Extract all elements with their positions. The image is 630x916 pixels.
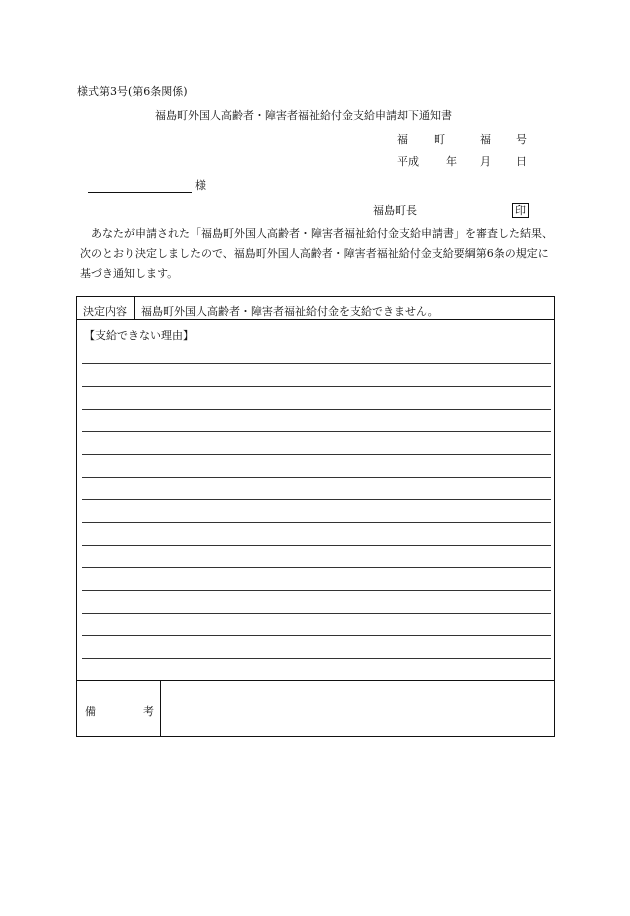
reason-line (82, 567, 551, 568)
body-text: あなたが申請された「福島町外国人高齢者・障害者福祉給付金支給申請書」を審査した結果、次のとおり決定しましたので、福島町外国人高齢者・障害者福祉給付金支給要綱第6条の規定に基づき通知します。 (80, 227, 553, 280)
reason-line (82, 522, 551, 523)
reason-line (82, 363, 551, 364)
sender-name: 福島町長 (373, 204, 417, 217)
date-year: 年 (446, 155, 457, 168)
date-era: 平成 (397, 155, 419, 168)
date-day: 日 (516, 155, 527, 168)
reason-line (82, 477, 551, 478)
reason-line (82, 590, 551, 591)
document-title: 福島町外国人高齢者・障害者福祉給付金支給申請却下通知書 (155, 109, 452, 122)
reference-char-2: 町 (434, 133, 445, 146)
seal-mark: 印 (512, 203, 529, 218)
addressee-suffix: 様 (195, 179, 206, 192)
reference-char-1: 福 (397, 133, 408, 146)
reason-line (82, 658, 551, 659)
decision-row (77, 297, 554, 320)
remarks-label-2: 考 (143, 705, 154, 718)
reason-line (82, 613, 551, 614)
date-month: 月 (480, 155, 491, 168)
reason-label: 【支給できない理由】 (84, 329, 194, 342)
form-number: 様式第3号(第6条関係) (77, 85, 188, 98)
reference-char-3: 福 (480, 133, 491, 146)
reason-line (82, 386, 551, 387)
reason-line (82, 431, 551, 432)
remarks-label-1: 備 (85, 705, 96, 718)
reason-line (82, 454, 551, 455)
decision-divider (134, 297, 135, 319)
reason-line (82, 409, 551, 410)
decision-table (76, 296, 555, 737)
remarks-divider (160, 681, 161, 737)
reason-line (82, 635, 551, 636)
decision-value: 福島町外国人高齢者・障害者福祉給付金を支給できません。 (141, 305, 439, 318)
decision-label: 決定内容 (83, 305, 127, 318)
remarks-row (77, 680, 554, 737)
reason-line (82, 499, 551, 500)
addressee-line (88, 192, 192, 193)
reason-line (82, 545, 551, 546)
reference-char-4: 号 (516, 133, 527, 146)
